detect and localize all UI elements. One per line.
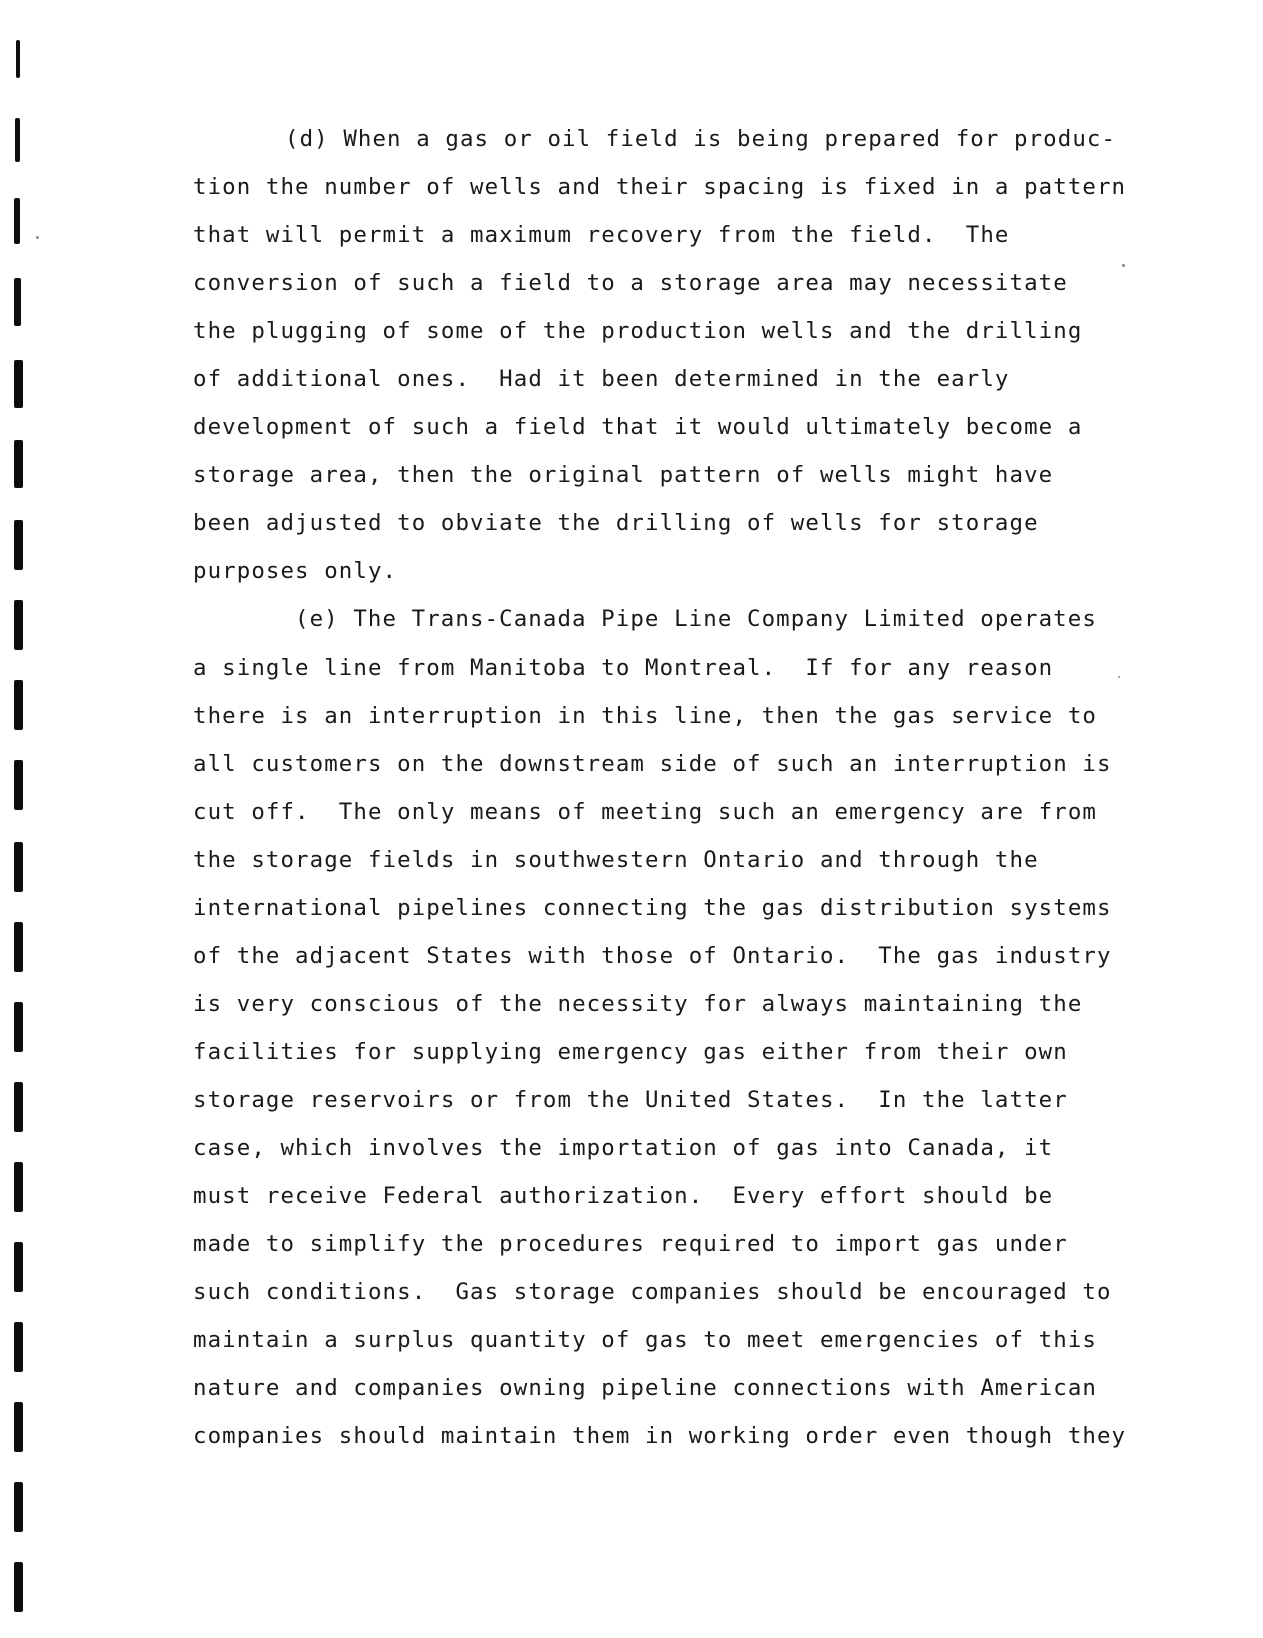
- binding-mark: [14, 1002, 23, 1052]
- binding-mark: [14, 1402, 23, 1452]
- binding-mark: [14, 1322, 23, 1372]
- paragraph-e-line: (e) The Trans-Canada Pipe Line Company Limited operates: [295, 606, 1097, 633]
- paragraph-d-line: been adjusted to obviate the drilling of wells for storage: [193, 510, 1039, 537]
- paragraph-e-line: cut off. The only means of meeting such an emergency are from: [193, 798, 1097, 825]
- binding-mark: [14, 760, 23, 810]
- paragraph-e-line: storage reservoirs or from the United States. In the latter: [193, 1086, 1068, 1113]
- scan-speck: [36, 236, 39, 239]
- binding-mark: [14, 1562, 23, 1612]
- binding-marks: [0, 0, 40, 1638]
- paragraph-e-line: case, which involves the importation of gas into Canada, it: [193, 1134, 1054, 1161]
- body-text: [193, 115, 1138, 1460]
- paragraph-e-line: such conditions. Gas storage companies should be encouraged to: [193, 1279, 1112, 1306]
- binding-mark: [14, 842, 23, 892]
- binding-mark: [14, 198, 20, 244]
- paragraph-e-line: all customers on the downstream side of such an interruption is: [193, 750, 1112, 777]
- binding-mark: [14, 1242, 23, 1292]
- paragraph-d-line: storage area, then the original pattern of wells might have: [193, 462, 1054, 489]
- binding-mark: [16, 40, 20, 78]
- paragraph-d-line: of additional ones. Had it been determined in the early: [193, 366, 1010, 393]
- binding-mark: [14, 1162, 23, 1212]
- paragraph-e-line: facilities for supplying emergency gas either from their own: [193, 1038, 1068, 1065]
- paragraph-d-line: development of such a field that it would ultimately become a: [193, 414, 1083, 441]
- paragraph-e-line: nature and companies owning pipeline connections with American: [193, 1375, 1097, 1402]
- binding-mark: [14, 360, 23, 408]
- paragraph-e-line: must receive Federal authorization. Every effort should be: [193, 1183, 1054, 1210]
- binding-mark: [14, 1482, 23, 1532]
- paragraph-e-line: companies should maintain them in working order even though they: [193, 1423, 1127, 1450]
- paragraph-e-line: international pipelines connecting the gas distribution systems: [193, 894, 1112, 921]
- paragraph-d-line: that will permit a maximum recovery from the field. The: [193, 222, 1010, 249]
- binding-mark: [14, 278, 21, 326]
- paragraph-d-line: the plugging of some of the production wells and the drilling: [193, 318, 1083, 345]
- paragraph-e-line: the storage fields in southwestern Ontario and through the: [193, 846, 1039, 873]
- paragraph-e-line: of the adjacent States with those of Ontario. The gas industry: [193, 942, 1112, 969]
- paragraph-e-line: is very conscious of the necessity for always maintaining the: [193, 990, 1083, 1017]
- binding-mark: [14, 680, 23, 730]
- paragraph-e-line: maintain a surplus quantity of gas to meet emergencies of this: [193, 1327, 1097, 1354]
- paragraph-d-line: tion the number of wells and their spacing is fixed in a pattern: [193, 174, 1127, 201]
- binding-mark: [14, 922, 23, 972]
- paragraph-e-line: made to simplify the procedures required to import gas under: [193, 1231, 1068, 1258]
- paragraph-e-line: there is an interruption in this line, then the gas service to: [193, 702, 1097, 729]
- paragraph-d-line: purposes only.: [193, 558, 398, 585]
- paragraph-e-line: a single line from Manitoba to Montreal. If for any reason: [193, 654, 1054, 681]
- binding-mark: [14, 520, 23, 570]
- binding-mark: [15, 118, 20, 162]
- paragraph-d-line: conversion of such a field to a storage area may necessitate: [193, 270, 1068, 297]
- binding-mark: [14, 1082, 23, 1132]
- binding-mark: [14, 600, 23, 650]
- paragraph-d-line: (d) When a gas or oil field is being prepared for produc-: [285, 126, 1117, 152]
- binding-mark: [14, 440, 23, 488]
